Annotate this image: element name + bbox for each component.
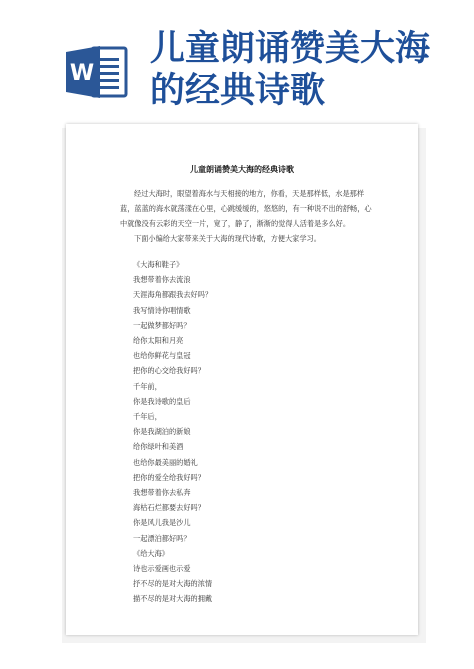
- word-document-icon: [66, 44, 130, 100]
- poem-body: [120, 257, 380, 607]
- poem-line: 把你的爱全给我好吗？: [133, 472, 205, 482]
- poem-line: 你是我诗歌的皇后: [133, 396, 191, 406]
- poem-title: 《给大海》: [133, 548, 169, 558]
- poem-line: 我想带着你去私奔: [133, 488, 191, 498]
- poem-line: 也给你鲜花与皇冠: [133, 351, 191, 361]
- intro-paragraph: 经过大海时，眼望着海水与天相接的地方，你看，天是那样低，水是那样蓝，蓝蓝的海水就荡漾在心里，心跳缓缓的，悠悠的，有一种说不出的舒畅，心中就像没有云彩的天空一片，宽了，静了，渐渐的觉得人活着是多么好。: [120, 189, 372, 228]
- document-page: [66, 124, 418, 635]
- banner-title-line1: 儿童朗诵赞美大海: [150, 28, 431, 69]
- poem-line: 一起漂泊都好吗？: [133, 533, 191, 543]
- poem-line: 千年前，: [133, 381, 162, 391]
- banner: [0, 0, 474, 118]
- poem-line: 天涯海角都跟我去好吗？: [133, 290, 213, 300]
- poem-line: 一起做梦都好吗？: [133, 320, 191, 330]
- poem-line: 给你绿叶和美酒: [133, 442, 184, 452]
- poem-line: 千年后，: [133, 412, 162, 422]
- poem-line: 海枯石烂都要去好吗？: [133, 503, 205, 513]
- transition-paragraph: 下面小编给大家带来关于大海的现代诗歌，方便大家学习。: [134, 234, 321, 243]
- word-logo-letter: W: [69, 61, 95, 86]
- poem-line: 我想带着你去流浪: [133, 275, 191, 285]
- banner-title-line2: 的经典诗歌: [150, 70, 326, 111]
- poem-line: 我写情诗你唱情歌: [133, 305, 191, 315]
- poem-line: 抒不尽的是对大海的浓情: [133, 579, 213, 589]
- poem-line: 给你太阳和月亮: [133, 336, 184, 346]
- poem-line: 也给你最美丽的婚礼: [133, 457, 198, 467]
- poem-line: 描不尽的是对大海的拥戴: [133, 594, 213, 604]
- poem-title: 《大海和鞋子》: [133, 260, 184, 269]
- document-heading: 儿童朗诵赞美大海的经典诗歌: [190, 165, 294, 174]
- poem-line: 诗也示爱画也示爱: [133, 564, 191, 574]
- poem-line: 把你的心交给我好吗？: [133, 366, 205, 376]
- poem-line: 你是我湖泊的新娘: [133, 427, 191, 437]
- poem-line: 你是风儿我是沙儿: [133, 518, 191, 528]
